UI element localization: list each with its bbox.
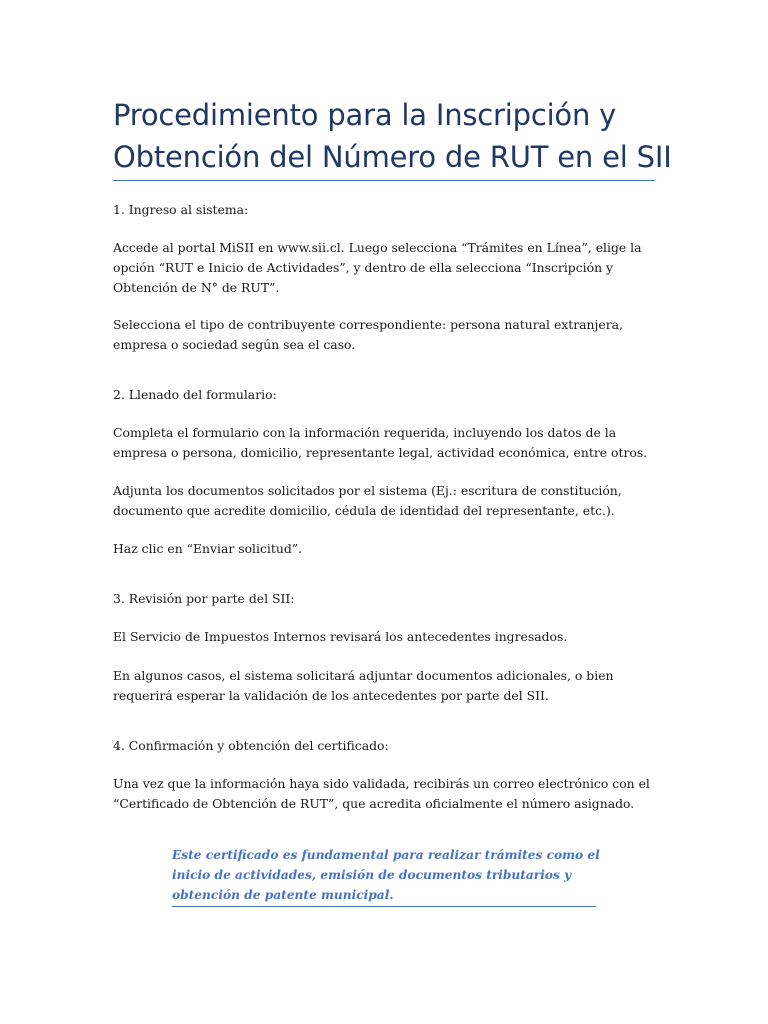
section-3-paragraph-2: En algunos casos, el sistema solicitará adjuntar documentos adicionales, o bien requerirá esperar la validación de los antecedentes por parte del SII. xyxy=(113,668,614,703)
section-2-paragraph-2: Adjunta los documentos solicitados por el sistema (Ej.: escritura de constitución, documento que acredite domicilio, cédula de identidad del representante, etc.). xyxy=(113,483,622,518)
highlight-quote: Este certificado es fundamental para realizar trámites como el inicio de actividades, emisión de documentos tributarios y obtención de patente municipal. xyxy=(172,848,600,902)
section-1-paragraph-1: Accede al portal MiSII en www.sii.cl. Luego selecciona “Trámites en Línea”, elige la opción “RUT e Inicio de Actividades”, y dentro de ella selecciona “Inscripción y Obtención de N° de RUT”. xyxy=(113,240,642,295)
section-2-paragraph-1: Completa el formulario con la información requerida, incluyendo los datos de la empresa o persona, domicilio, representante legal, actividad económica, entre otros. xyxy=(113,425,648,460)
section-3-heading: 3. Revisión por parte del SII: xyxy=(113,591,295,606)
page-title: Procedimiento para la Inscripción y Obtención del Número de RUT en el SII xyxy=(113,98,672,174)
quote-underline xyxy=(172,906,596,907)
section-4-paragraph-1: Una vez que la información haya sido validada, recibirás un correo electrónico con el “Certificado de Obtención de RUT”, que acredita oficialmente el número asignado. xyxy=(113,776,650,811)
section-3-paragraph-1: El Servicio de Impuestos Internos revisará los antecedentes ingresados. xyxy=(113,629,568,644)
section-4-heading: 4. Confirmación y obtención del certificado: xyxy=(113,738,389,753)
section-2-heading: 2. Llenado del formulario: xyxy=(113,387,277,402)
title-underline xyxy=(113,180,655,181)
section-2-paragraph-3: Haz clic en “Enviar solicitud”. xyxy=(113,541,303,556)
section-1-heading: 1. Ingreso al sistema: xyxy=(113,202,249,217)
section-1-paragraph-2: Selecciona el tipo de contribuyente correspondiente: persona natural extranjera, empresa o sociedad según sea el caso. xyxy=(113,317,623,352)
